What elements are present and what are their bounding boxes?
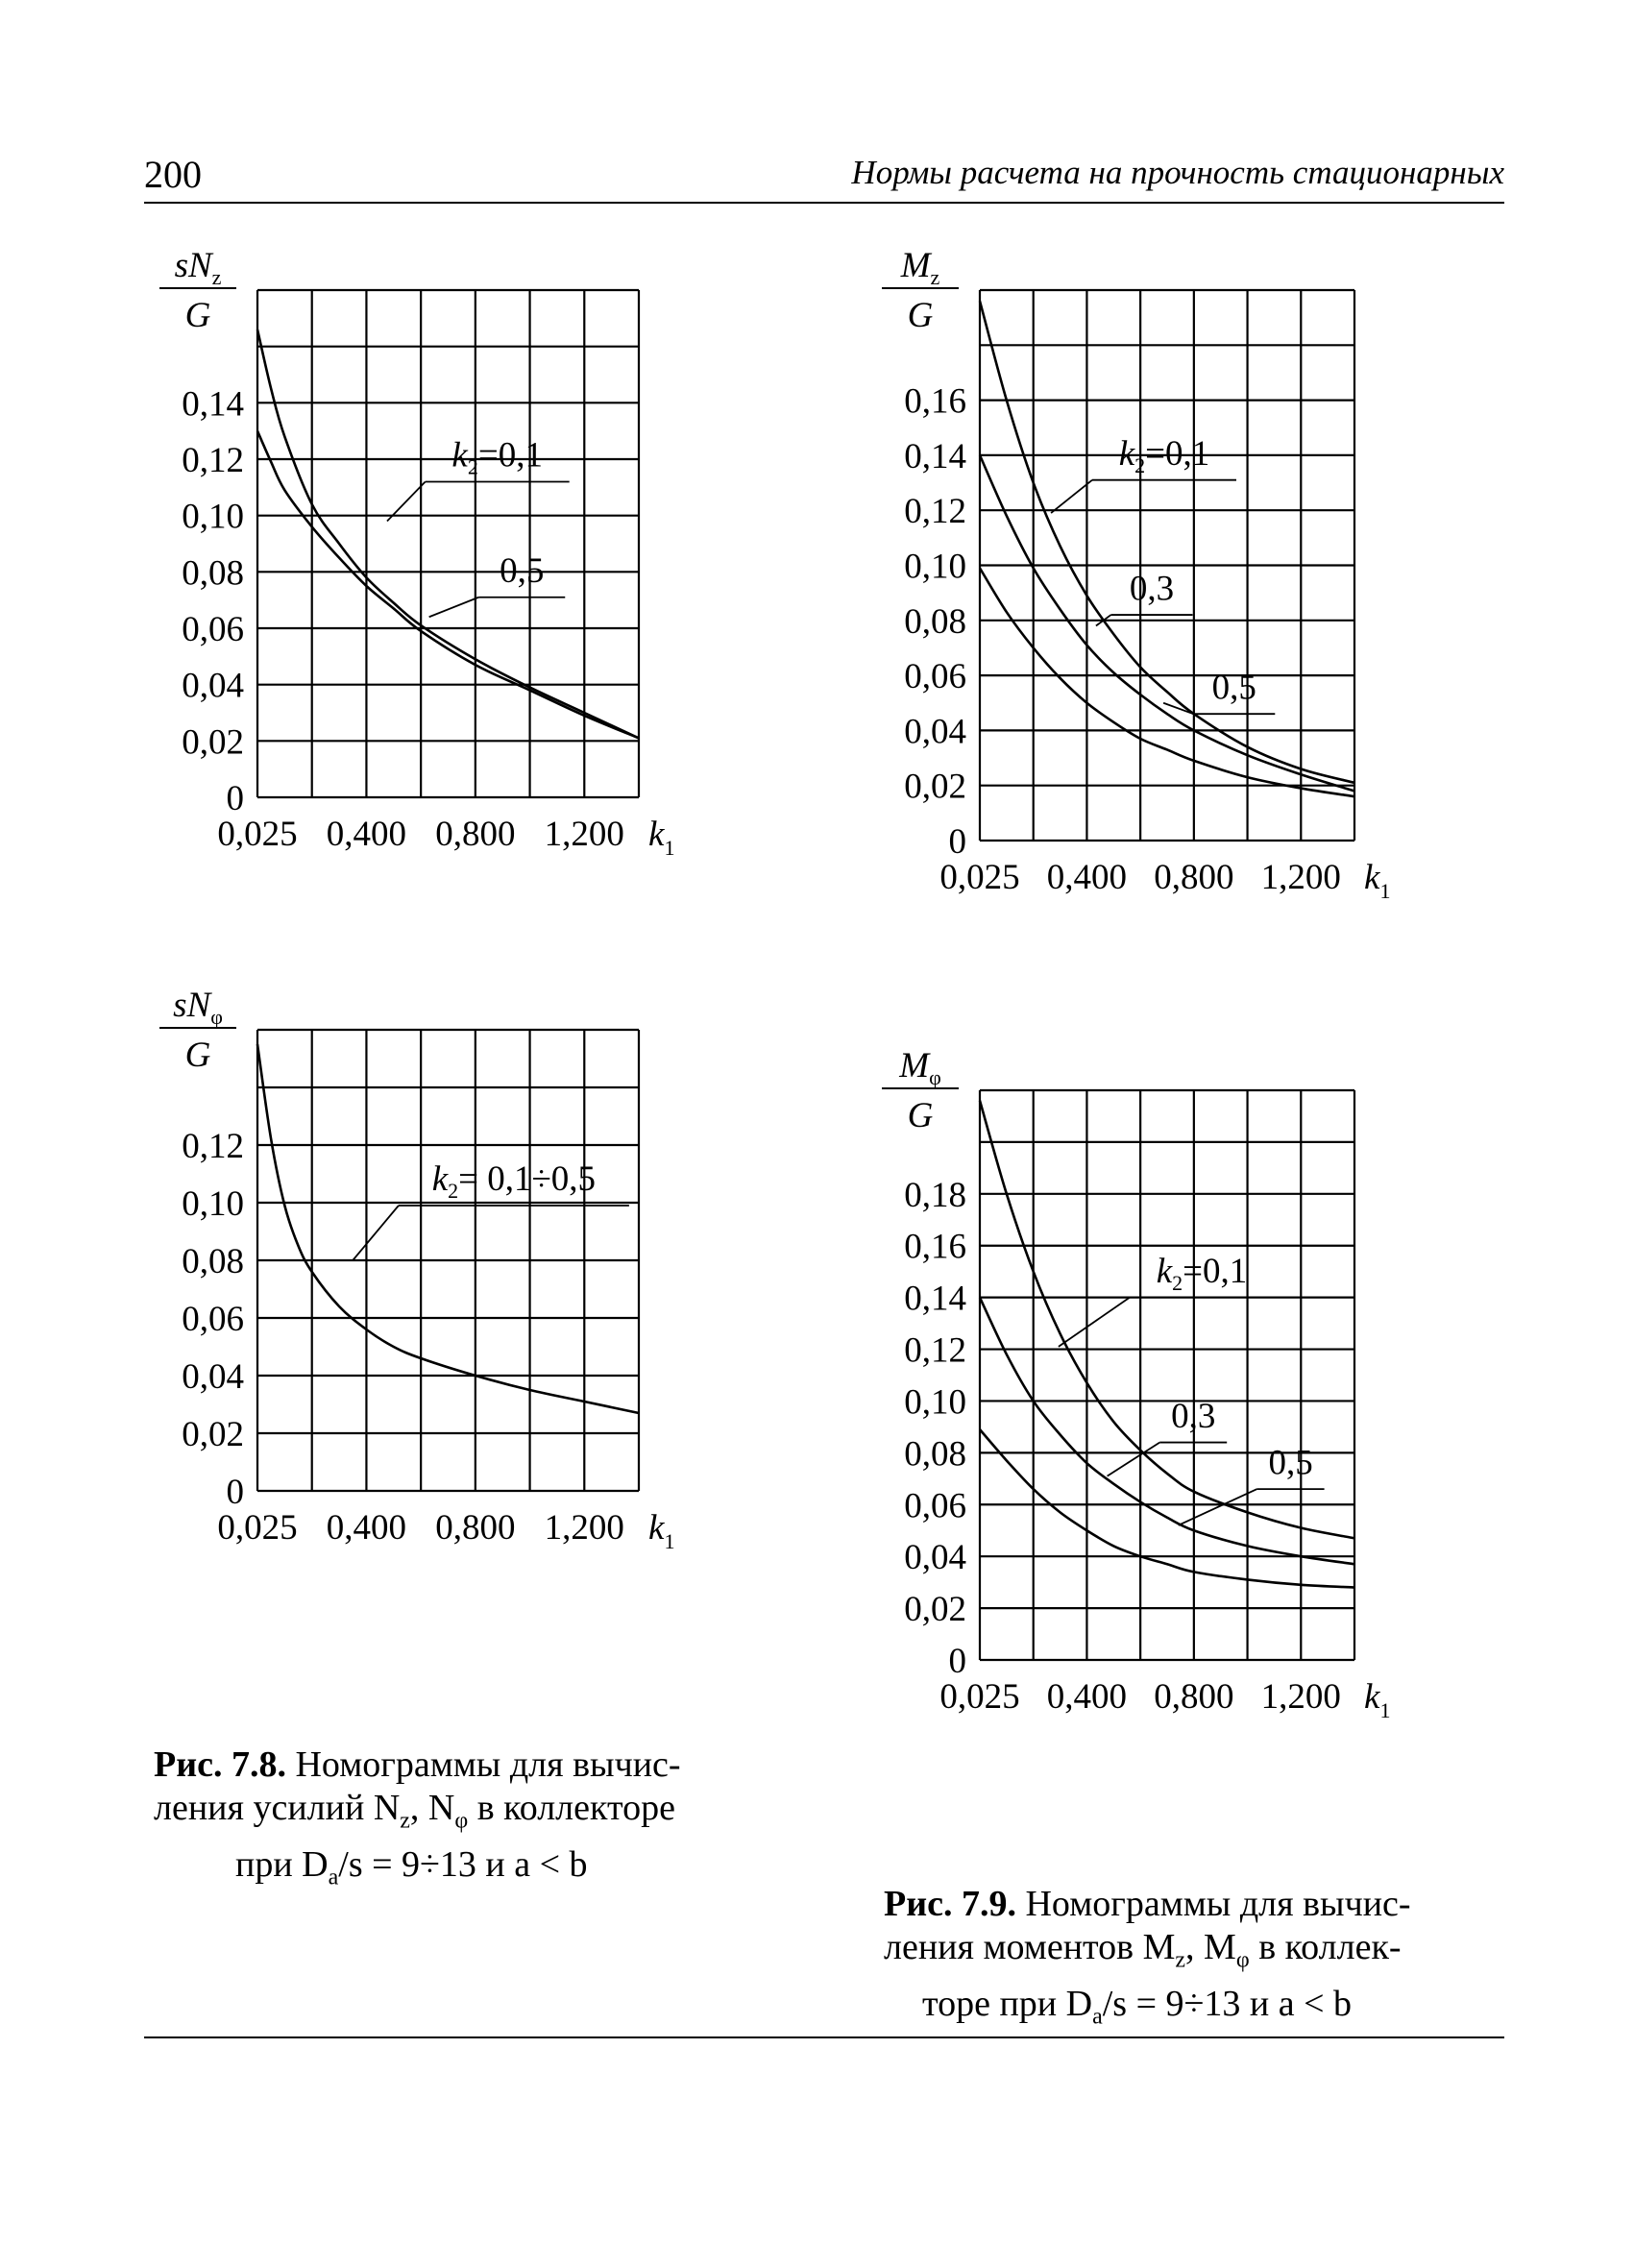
y-axis-label-denominator: G — [184, 296, 211, 335]
annotation-k: k — [1156, 1252, 1173, 1292]
caption-sub: φ — [454, 1808, 469, 1834]
caption-sub: a — [328, 1865, 339, 1890]
y-tick-label: 0,08 — [904, 601, 966, 642]
grid — [257, 290, 639, 797]
annotation-label — [432, 1159, 596, 1203]
y-tick-label: 0,02 — [904, 1590, 966, 1630]
caption-text: ления усилий N — [154, 1788, 401, 1828]
annotation-k-sub: 2 — [448, 1179, 459, 1203]
y-tick-label: 0,10 — [182, 497, 244, 537]
annotation-label — [1119, 434, 1210, 477]
x-tick-label: 1,200 — [1260, 858, 1341, 897]
x-axis-label: $k_1$ — [1364, 1677, 1391, 1722]
grid — [980, 1090, 1354, 1660]
y-tick-label: 0,14 — [904, 1279, 966, 1319]
y-tick-label: 0,12 — [904, 1330, 966, 1371]
annotation-label — [451, 436, 543, 479]
x-tick-label: 1,200 — [544, 815, 624, 854]
annotation-label: 0,5 — [1268, 1443, 1313, 1483]
figure-caption-7-8 — [154, 1744, 788, 1899]
x-axis-label-sub: 1 — [1379, 879, 1391, 903]
series-line-0 — [980, 301, 1354, 782]
y-tick-label: 0,12 — [182, 1127, 244, 1166]
grid — [980, 290, 1354, 841]
caption-text: торе при D — [922, 1983, 1093, 2024]
y-tick-label: 0,04 — [904, 712, 966, 752]
y-axis-label-denominator: G — [907, 1096, 934, 1135]
y-tick-label: 0 — [226, 1473, 244, 1512]
annotation-k: k — [1118, 433, 1135, 474]
caption-label: Рис. 7.9. — [884, 1884, 1016, 1924]
x-axis-label-sub: 1 — [664, 1529, 675, 1553]
annotation-value: =0,1 — [1145, 433, 1210, 474]
chart-mz — [845, 231, 1537, 1037]
x-axis-label: $k_1$ — [1364, 858, 1391, 903]
y-tick-label: 0,04 — [904, 1538, 966, 1578]
caption-text: , M — [1185, 1927, 1236, 1967]
annotation-k-sub: 2 — [1172, 1271, 1183, 1296]
annotation-value: =0,1 — [477, 435, 543, 476]
annotation-label: 0,3 — [1129, 569, 1175, 609]
caption-text: , N — [409, 1788, 455, 1828]
series-line-0 — [257, 1044, 639, 1413]
x-tick-label: 1,200 — [1260, 1677, 1341, 1717]
y-axis-label-numerator: $M_z$ — [900, 246, 940, 289]
caption-label: Рис. 7.8. — [154, 1744, 286, 1785]
figure-caption-7-9 — [884, 1883, 1499, 2038]
annotation-label: 0,3 — [1171, 1397, 1216, 1437]
y-tick-label: 0,06 — [904, 1486, 966, 1526]
y-axis-label-sub: z — [930, 265, 940, 289]
y-tick-label: 0,02 — [182, 1415, 244, 1454]
x-tick-label: 0,025 — [217, 815, 298, 854]
y-tick-label: 0,02 — [182, 722, 244, 763]
annotation-leader — [1059, 1298, 1130, 1347]
chart-snphi — [134, 970, 826, 1662]
annotation-label: 0,5 — [500, 550, 545, 591]
y-axis-label-numerator: $M_\varphi$ — [899, 1046, 941, 1089]
annotation-label: 0,5 — [1211, 668, 1256, 708]
y-tick-label: 0,12 — [904, 492, 966, 532]
caption-text: /s = 9÷13 и a < b — [338, 1843, 588, 1885]
x-tick-label: 0,025 — [939, 1677, 1020, 1717]
annotation-leader — [1179, 1489, 1257, 1525]
grid — [257, 1030, 639, 1491]
y-axis-label-sub: z — [211, 265, 222, 289]
y-tick-label: 0,18 — [904, 1175, 966, 1215]
x-tick-label: 0,800 — [435, 1508, 516, 1548]
series-line-1 — [980, 1298, 1354, 1565]
y-tick-label: 0,10 — [182, 1184, 244, 1224]
caption-sub: φ — [1235, 1947, 1250, 1973]
x-axis-label: $k_1$ — [648, 1508, 675, 1553]
annotation-value: =0,1 — [1183, 1252, 1248, 1292]
y-tick-label: 0,16 — [904, 381, 966, 422]
y-tick-label: 0,04 — [182, 666, 244, 706]
y-axis-label-sub: φ — [929, 1065, 941, 1089]
caption-text: в коллекторе — [468, 1788, 675, 1828]
chart-mphi — [845, 1042, 1537, 1878]
caption-text: Номограммы для вычис- — [295, 1744, 681, 1785]
caption-text: в коллек- — [1249, 1927, 1402, 1967]
caption-sub: z — [1175, 1947, 1186, 1973]
y-tick-label: 0,06 — [904, 657, 966, 697]
x-axis-label-sub: 1 — [664, 836, 675, 860]
caption-sub: a — [1092, 2004, 1103, 2030]
y-axis-label-numerator: $sN_z$ — [174, 246, 222, 289]
y-tick-label: 0 — [226, 779, 244, 818]
y-tick-label: 0,02 — [904, 767, 966, 807]
y-tick-label: 0,06 — [182, 610, 244, 649]
caption-text: /s = 9÷13 и a < b — [1102, 1983, 1353, 2024]
x-axis-label-sub: 1 — [1379, 1698, 1391, 1722]
annotation-k: k — [451, 435, 468, 476]
annotation-leader — [429, 597, 479, 618]
y-tick-label: 0,06 — [182, 1300, 244, 1339]
annotation-k-sub: 2 — [467, 454, 478, 479]
y-tick-label: 0,14 — [182, 384, 244, 425]
x-tick-label: 0,025 — [939, 858, 1020, 897]
caption-text: ления моментов M — [884, 1927, 1176, 1967]
page-number: 200 — [144, 153, 202, 196]
running-title: Нормы расчета на прочность стационарных — [851, 154, 1504, 191]
annotation-k: k — [431, 1159, 449, 1199]
annotation-label — [1157, 1252, 1248, 1295]
x-tick-label: 0,400 — [1046, 1677, 1128, 1717]
caption-sub: z — [400, 1808, 410, 1834]
y-tick-label: 0 — [948, 822, 966, 862]
y-tick-label: 0,08 — [182, 1242, 244, 1281]
series-line-0 — [257, 329, 639, 738]
y-tick-label: 0,14 — [904, 436, 966, 476]
header-rule — [144, 202, 1504, 204]
x-tick-label: 0,800 — [1154, 1677, 1234, 1717]
y-tick-label: 0,10 — [904, 547, 966, 587]
annotation-leader — [1163, 703, 1193, 714]
x-tick-label: 0,025 — [217, 1508, 298, 1548]
annotation-value: = 0,1÷0,5 — [458, 1159, 597, 1199]
y-tick-label: 0,10 — [904, 1382, 966, 1423]
x-tick-label: 0,400 — [1046, 858, 1128, 897]
y-tick-label: 0,08 — [182, 553, 244, 594]
series-line-1 — [257, 431, 639, 739]
y-tick-label: 0 — [948, 1642, 966, 1681]
x-tick-label: 0,800 — [1154, 858, 1234, 897]
x-axis-label: $k_1$ — [648, 815, 675, 860]
y-axis-label-denominator: G — [907, 296, 934, 335]
x-tick-label: 0,400 — [326, 815, 407, 854]
annotation-k-sub: 2 — [1134, 452, 1146, 477]
y-tick-label: 0,12 — [182, 441, 244, 480]
y-tick-label: 0,16 — [904, 1227, 966, 1267]
y-axis-label-denominator: G — [184, 1036, 211, 1075]
y-tick-label: 0,08 — [904, 1434, 966, 1475]
x-tick-label: 0,400 — [326, 1508, 407, 1548]
y-axis-label-numerator: $sN_\varphi$ — [173, 986, 223, 1029]
y-tick-label: 0,04 — [182, 1357, 244, 1397]
caption-text: Номограммы для вычис- — [1025, 1884, 1411, 1924]
caption-text: при D — [235, 1843, 329, 1885]
x-tick-label: 0,800 — [435, 815, 516, 854]
annotation-leader — [353, 1206, 399, 1260]
chart-snz — [134, 231, 826, 980]
x-tick-label: 1,200 — [544, 1508, 624, 1548]
y-axis-label-sub: φ — [210, 1005, 223, 1029]
